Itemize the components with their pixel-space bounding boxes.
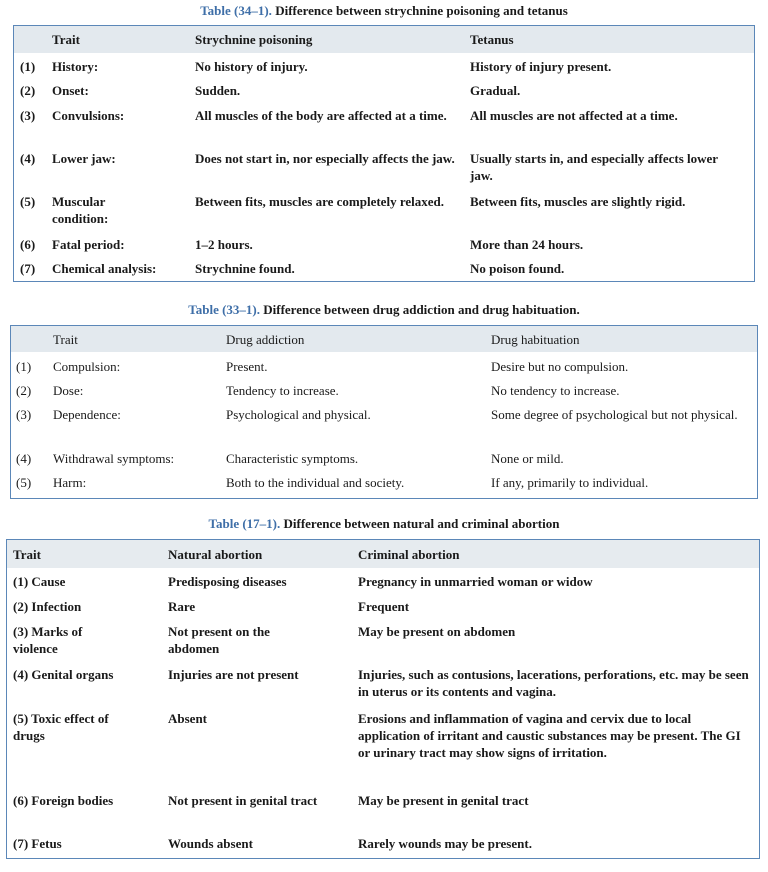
- table1-row-tetanus: All muscles are not affected at a time.: [470, 108, 678, 123]
- table3-row-criminal: May be present on abdomen: [358, 624, 516, 639]
- table2-row-trait: Dependence:: [53, 407, 121, 422]
- table2-row-addiction: Present.: [226, 359, 268, 374]
- table3-header-trait: Trait: [13, 547, 41, 562]
- table1-caption-number: Table (34–1).: [200, 3, 272, 18]
- table2-header-addiction: Drug addiction: [226, 332, 305, 347]
- table1-caption: [0, 3, 768, 19]
- table1-header-trait: Trait: [52, 32, 80, 47]
- table2-row-habituation: If any, primarily to individual.: [491, 475, 649, 490]
- table1-row-strychnine: No history of injury.: [195, 59, 308, 74]
- table1-row-strychnine: Strychnine found.: [195, 261, 295, 276]
- table1-caption-text: Difference between strychnine poisoning and tetanus: [271, 3, 568, 18]
- table3-row-trait: (7) Fetus: [13, 836, 62, 851]
- table2-row-habituation: None or mild.: [491, 451, 564, 466]
- table3-row-criminal: Pregnancy in unmarried woman or widow: [358, 574, 593, 589]
- table1-row-number: (4): [20, 151, 36, 166]
- table1-row-number: (1): [20, 59, 36, 74]
- table3-row-trait: (3) Marks of violence: [13, 624, 83, 656]
- table1-header-strychnine: Strychnine poisoning: [195, 32, 313, 47]
- table1-header-row: [14, 26, 754, 53]
- table2-row-number: (4): [16, 451, 32, 466]
- table3-row-criminal: Injuries, such as contusions, lacerations, perforations, etc. may be seen in uterus or its contents and vagina.: [358, 667, 749, 699]
- table1-row-strychnine: 1–2 hours.: [195, 237, 253, 252]
- table3-row-criminal: Frequent: [358, 599, 410, 614]
- table1-row-strychnine: Sudden.: [195, 83, 241, 98]
- table2-header-trait: Trait: [53, 332, 78, 347]
- table1-row-tetanus: History of injury present.: [470, 59, 612, 74]
- table3-caption-text: Difference between natural and criminal abortion: [280, 516, 560, 531]
- table2-row-trait: Dose:: [53, 383, 84, 398]
- table3-row-trait: (5) Toxic effect of drugs: [13, 711, 109, 743]
- table1-row-tetanus: Usually starts in, and especially affects lower jaw.: [470, 151, 718, 183]
- table3-row-criminal: May be present in genital tract: [358, 793, 529, 808]
- table1-row-trait: Onset:: [52, 83, 89, 98]
- table1-row-number: (3): [20, 108, 36, 123]
- table1-row-number: (7): [20, 261, 36, 276]
- table1-row-strychnine: Does not start in, nor especially affects the jaw.: [195, 151, 455, 166]
- table2-row-addiction: Psychological and physical.: [226, 407, 371, 422]
- table2-row-habituation: No tendency to increase.: [491, 383, 620, 398]
- table2-row-addiction: Both to the individual and society.: [226, 475, 405, 490]
- table3-row-natural: Not present on the abdomen: [168, 624, 270, 656]
- table1-row-number: (2): [20, 83, 36, 98]
- table2-row-trait: Harm:: [53, 475, 87, 490]
- table2-header-row: [11, 326, 757, 352]
- table2-row-trait: Withdrawal symptoms:: [53, 451, 175, 466]
- table3-row-natural: Wounds absent: [168, 836, 253, 851]
- table3-caption-number: Table (17–1).: [208, 516, 281, 531]
- table1-row-trait: Convulsions:: [52, 108, 125, 123]
- table3-row-criminal: Rarely wounds may be present.: [358, 836, 532, 851]
- table2-row-number: (3): [16, 407, 32, 422]
- table3-row-natural: Predisposing diseases: [168, 574, 287, 589]
- table3-header-criminal: Criminal abortion: [358, 547, 460, 562]
- table1-row-tetanus: Gradual.: [470, 83, 521, 98]
- table2-header-habituation: Drug habituation: [491, 332, 580, 347]
- table3-row-trait: (1) Cause: [13, 574, 66, 589]
- table2-caption-number: Table (33–1).: [188, 302, 260, 317]
- table1-row-tetanus: Between fits, muscles are slightly rigid.: [470, 194, 686, 209]
- table2-caption: [0, 302, 768, 318]
- table2-row-trait: Compulsion:: [53, 359, 121, 374]
- table1-row-tetanus: No poison found.: [470, 261, 565, 276]
- table1-row-number: (6): [20, 237, 36, 252]
- table3-row-trait: (4) Genital organs: [13, 667, 114, 682]
- table3-row-trait: (6) Foreign bodies: [13, 793, 114, 808]
- table2-row-habituation: Desire but no compulsion.: [491, 359, 629, 374]
- table3-row-trait: (2) Infection: [13, 599, 82, 614]
- table1-row-trait: Chemical analysis:: [52, 261, 157, 276]
- table2: [10, 325, 758, 499]
- table2-row-addiction: Characteristic symptoms.: [226, 451, 359, 466]
- table1-row-trait: Fatal period:: [52, 237, 125, 252]
- table1: [13, 25, 755, 282]
- table2-row-number: (1): [16, 359, 32, 374]
- table2-row-number: (2): [16, 383, 32, 398]
- table3-row-natural: Absent: [168, 711, 208, 726]
- table1-row-number: (5): [20, 194, 36, 209]
- table1-header-tetanus: Tetanus: [470, 32, 514, 47]
- table1-row-tetanus: More than 24 hours.: [470, 237, 584, 252]
- table3: [6, 539, 760, 859]
- table3-row-criminal: Erosions and inflammation of vagina and cervix due to local application of irritant and caustic substances may be present. The GI or urinary tract may show signs of irritation.: [358, 711, 741, 760]
- table2-row-addiction: Tendency to increase.: [226, 383, 339, 398]
- table1-row-strychnine: All muscles of the body are affected at a time.: [195, 108, 447, 123]
- table3-row-natural: Injuries are not present: [168, 667, 299, 682]
- table3-header-natural: Natural abortion: [168, 547, 263, 562]
- table1-row-trait: History:: [52, 59, 99, 74]
- table1-row-trait: Muscular condition:: [52, 194, 109, 226]
- table1-row-strychnine: Between fits, muscles are completely relaxed.: [195, 194, 444, 209]
- table2-row-number: (5): [16, 475, 32, 490]
- table2-caption-text: Difference between drug addiction and drug habituation.: [260, 302, 580, 317]
- table1-row-trait: Lower jaw:: [52, 151, 116, 166]
- table2-row-habituation: Some degree of psychological but not physical.: [491, 407, 738, 422]
- table3-caption: [0, 516, 768, 532]
- table3-row-natural: Not present in genital tract: [168, 793, 318, 808]
- table3-row-natural: Rare: [168, 599, 196, 614]
